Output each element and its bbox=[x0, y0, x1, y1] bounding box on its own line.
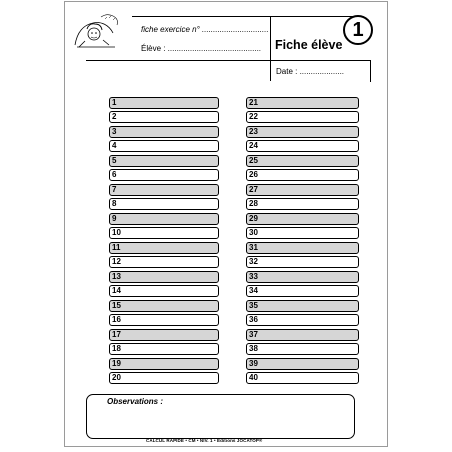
mascot-illustration-icon bbox=[69, 7, 125, 52]
answer-row[interactable]: 10 bbox=[109, 227, 219, 239]
answer-row[interactable]: 35 bbox=[246, 300, 359, 312]
header-top-rule bbox=[132, 16, 363, 17]
answer-row[interactable]: 16 bbox=[109, 314, 219, 326]
answer-row[interactable]: 21 bbox=[246, 97, 359, 109]
answer-row[interactable]: 31 bbox=[246, 242, 359, 254]
answer-row[interactable]: 19 bbox=[109, 358, 219, 370]
answer-row[interactable]: 7 bbox=[109, 184, 219, 196]
observations-box bbox=[86, 394, 355, 439]
date-label: Date : .................... bbox=[276, 67, 345, 76]
student-name-label: Élève : .......................................... bbox=[141, 44, 262, 53]
answer-row[interactable]: 23 bbox=[246, 126, 359, 138]
answer-row[interactable]: 24 bbox=[246, 140, 359, 152]
answer-row[interactable]: 33 bbox=[246, 271, 359, 283]
answer-row[interactable]: 29 bbox=[246, 213, 359, 225]
answer-row[interactable]: 9 bbox=[109, 213, 219, 225]
answer-row[interactable]: 26 bbox=[246, 169, 359, 181]
answer-row[interactable]: 38 bbox=[246, 343, 359, 355]
answer-row[interactable]: 8 bbox=[109, 198, 219, 210]
answer-row[interactable]: 18 bbox=[109, 343, 219, 355]
answer-row[interactable]: 25 bbox=[246, 155, 359, 167]
header-mid-rule bbox=[86, 60, 270, 61]
answer-row[interactable]: 39 bbox=[246, 358, 359, 370]
header-divider bbox=[270, 16, 271, 81]
page-title: Fiche élève bbox=[275, 38, 343, 52]
answer-row[interactable]: 14 bbox=[109, 285, 219, 297]
exercise-number-label: fiche exercice n° .............................. bbox=[141, 25, 269, 34]
answer-row[interactable]: 37 bbox=[246, 329, 359, 341]
footer-credits: CALCUL RAPIDE • CM • NIV. 1 • Éditions JOCATOP® bbox=[146, 438, 263, 443]
answer-row[interactable]: 1 bbox=[109, 97, 219, 109]
answer-row[interactable]: 36 bbox=[246, 314, 359, 326]
answer-row[interactable]: 34 bbox=[246, 285, 359, 297]
answer-row[interactable]: 3 bbox=[109, 126, 219, 138]
answer-row[interactable]: 4 bbox=[109, 140, 219, 152]
answer-row[interactable]: 40 bbox=[246, 372, 359, 384]
answer-row[interactable]: 2 bbox=[109, 111, 219, 123]
answer-row[interactable]: 11 bbox=[109, 242, 219, 254]
sheet-number-badge: 1 bbox=[343, 15, 373, 45]
answer-row[interactable]: 20 bbox=[109, 372, 219, 384]
answer-row[interactable]: 12 bbox=[109, 256, 219, 268]
answer-row[interactable]: 5 bbox=[109, 155, 219, 167]
header-right-rule bbox=[270, 60, 370, 61]
answer-row[interactable]: 22 bbox=[246, 111, 359, 123]
answer-row[interactable]: 6 bbox=[109, 169, 219, 181]
worksheet bbox=[64, 1, 388, 447]
answer-row[interactable]: 28 bbox=[246, 198, 359, 210]
answer-row[interactable]: 17 bbox=[109, 329, 219, 341]
answer-row[interactable]: 30 bbox=[246, 227, 359, 239]
answer-row[interactable]: 15 bbox=[109, 300, 219, 312]
observations-label: Observations : bbox=[107, 397, 164, 406]
answer-row[interactable]: 13 bbox=[109, 271, 219, 283]
header-right-edge bbox=[370, 60, 371, 82]
answer-row[interactable]: 27 bbox=[246, 184, 359, 196]
answer-row[interactable]: 32 bbox=[246, 256, 359, 268]
